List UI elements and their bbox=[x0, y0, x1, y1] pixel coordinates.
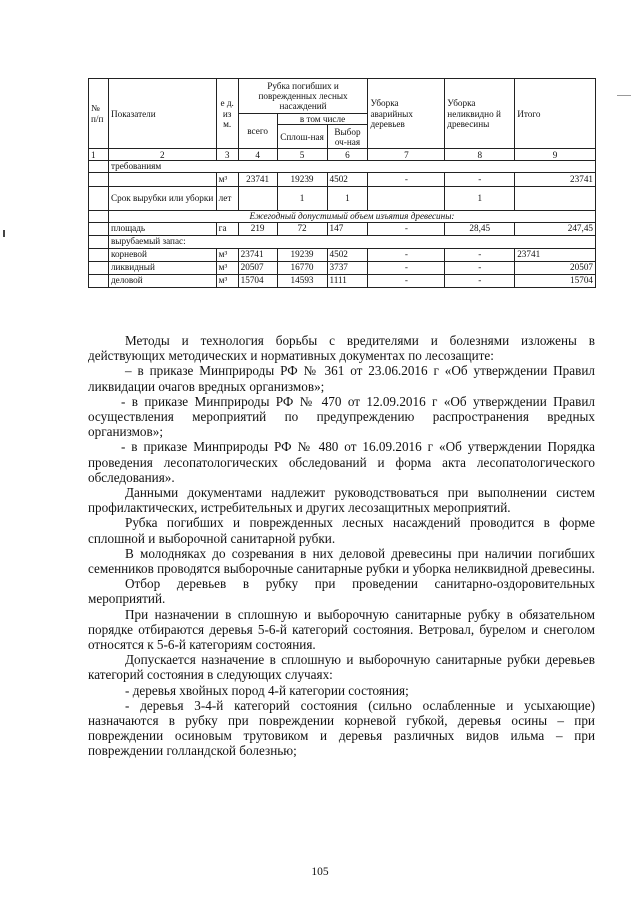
row-emergency: - bbox=[368, 222, 445, 235]
row-unit: м³ bbox=[216, 172, 238, 186]
table-row bbox=[89, 186, 596, 210]
row-selective: 1 bbox=[327, 186, 368, 210]
col-number: 4 bbox=[238, 149, 277, 161]
body-text bbox=[88, 333, 595, 759]
header-cut-group: Рубка погибших и поврежденных лесных насаждений bbox=[238, 79, 368, 114]
col-number: 6 bbox=[327, 149, 368, 161]
row-unit: м³ bbox=[216, 261, 238, 274]
row-illiquid: - bbox=[445, 274, 515, 287]
row-total: 15704 bbox=[515, 274, 596, 287]
paragraph: Отбор деревьев в рубку при проведении санитарно-оздоровительных мероприятий. bbox=[88, 576, 595, 607]
row-unit: га bbox=[216, 222, 238, 235]
header-indicator: Показатели bbox=[108, 79, 216, 149]
header-unit: е д. из м. bbox=[216, 79, 238, 149]
section-row bbox=[89, 210, 596, 222]
row-illiquid: 1 bbox=[445, 186, 515, 210]
row-selective: 3737 bbox=[327, 261, 368, 274]
header-total: Итого bbox=[515, 79, 596, 149]
row-total-cut bbox=[238, 186, 277, 210]
row-total: 247,45 bbox=[515, 222, 596, 235]
header-num: № п/п bbox=[89, 79, 109, 149]
paragraph: Данными документами надлежит руководствоваться при выполнении систем профилактических, истребительных и других лесозащитных мероприятий. bbox=[88, 485, 595, 516]
header-illiquid: Уборка неликвидно й древесины bbox=[445, 79, 515, 149]
row-emergency: - bbox=[368, 172, 445, 186]
paragraph: – в приказе Минприроды РФ № 361 от 23.06.2016 г «Об утверждении Правил ликвидации очагов вредных организмов»; bbox=[88, 363, 595, 394]
row-total-cut: 23741 bbox=[238, 248, 277, 261]
row-selective: 1111 bbox=[327, 274, 368, 287]
row-illiquid: 28,45 bbox=[445, 222, 515, 235]
row-illiquid: - bbox=[445, 261, 515, 274]
row-total-cut: 219 bbox=[238, 222, 277, 235]
paragraph: Допускается назначение в сплошную и выборочную санитарные рубки деревьев категорий состояния в следующих случаях: bbox=[88, 652, 595, 683]
row-emergency: - bbox=[368, 248, 445, 261]
row-selective: 4502 bbox=[327, 248, 368, 261]
cutting-volume-table bbox=[88, 78, 596, 288]
header-selective-cut: Выбор оч-ная bbox=[327, 125, 368, 149]
table-row bbox=[89, 235, 596, 248]
row-total-cut: 20507 bbox=[238, 261, 277, 274]
row-illiquid: - bbox=[445, 248, 515, 261]
column-number-row bbox=[89, 149, 596, 161]
row-clear: 1 bbox=[277, 186, 327, 210]
table-row bbox=[89, 161, 596, 172]
row-indicator: Срок вырубки или уборки bbox=[108, 186, 216, 210]
col-number: 7 bbox=[368, 149, 445, 161]
table-row bbox=[89, 248, 596, 261]
paragraph: В молодняках до созревания в них деловой древесины при наличии погибших семенников проводятся выборочные санитарные рубки и уборка неликвидной древесины. bbox=[88, 545, 595, 577]
row-indicator: требованиям bbox=[108, 161, 595, 172]
scan-edge-mark bbox=[3, 230, 5, 237]
section-title: Ежегодный допустимый объем изъятия древесины: bbox=[108, 210, 595, 222]
row-clear: 72 bbox=[277, 222, 327, 235]
page-number: 105 bbox=[311, 866, 329, 878]
paragraph: Рубка погибших и поврежденных лесных насаждений проводится в форме сплошной и выборочной санитарной рубки. bbox=[88, 515, 595, 546]
table-row bbox=[89, 274, 596, 287]
row-indicator: деловой bbox=[108, 274, 216, 287]
paragraph: При назначении в сплошную и выборочную санитарные рубку в обязательном порядке отбираются деревья 5-6-й категорий состояния. Ветровал, бурелом и снеголом относятся к 5-6-й категориям состояния. bbox=[88, 606, 595, 653]
scan-edge-mark bbox=[617, 95, 631, 96]
row-emergency: - bbox=[368, 274, 445, 287]
row-total: 20507 bbox=[515, 261, 596, 274]
header-emergency: Уборка аварийных деревьев bbox=[368, 79, 445, 149]
row-clear: 14593 bbox=[277, 274, 327, 287]
table-row bbox=[89, 261, 596, 274]
paragraph: - в приказе Минприроды РФ № 480 от 16.09.2016 г «Об утверждении Порядка проведения лесопатологических обследований и форма акта лесопатологического обследования». bbox=[88, 439, 595, 485]
row-total: 23741 bbox=[515, 248, 596, 261]
row-total bbox=[515, 186, 596, 210]
col-number: 3 bbox=[216, 149, 238, 161]
row-indicator: вырубаемый запас: bbox=[108, 235, 595, 248]
header-including: в том числе bbox=[277, 114, 368, 125]
row-indicator: ликвидный bbox=[108, 261, 216, 274]
row-clear: 19239 bbox=[277, 172, 327, 186]
paragraph: - деревья хвойных пород 4-й категории состояния; bbox=[125, 682, 409, 698]
table-row bbox=[89, 172, 596, 186]
row-indicator: корневой bbox=[108, 248, 216, 261]
paragraph: - в приказе Минприроды РФ № 470 от 12.09.2016 г «Об утверждении Правил осуществления мероприятий по предупреждению распространения вредных организмов»; bbox=[88, 393, 595, 440]
header-clear-cut: Сплош-ная bbox=[277, 125, 327, 149]
row-total-cut: 15704 bbox=[238, 274, 277, 287]
paragraph: Методы и технология борьбы с вредителями и болезнями изложены в действующих методических и нормативных документах по лесозащите: bbox=[88, 333, 595, 364]
row-total: 23741 bbox=[515, 172, 596, 186]
row-selective: 147 bbox=[327, 222, 368, 235]
col-number: 8 bbox=[445, 149, 515, 161]
col-number: 1 bbox=[89, 149, 109, 161]
row-unit: м³ bbox=[216, 274, 238, 287]
row-illiquid: - bbox=[445, 172, 515, 186]
row-emergency bbox=[368, 186, 445, 210]
row-selective: 4502 bbox=[327, 172, 368, 186]
col-number: 2 bbox=[108, 149, 216, 161]
col-number: 9 bbox=[515, 149, 596, 161]
paragraph: - деревья 3-4-й категорий состояния (сильно ослабленные и усыхающие) назначаются в рубку при повреждении корневой губкой, деревья осины – при повреждении осиновым трутовиком и деревья различных видов ильма – при повреждении голландской болезнью; bbox=[88, 697, 595, 759]
row-clear: 16770 bbox=[277, 261, 327, 274]
header-total-cut: всего bbox=[238, 114, 277, 149]
table-row bbox=[89, 222, 596, 235]
row-emergency: - bbox=[368, 261, 445, 274]
row-total-cut: 23741 bbox=[238, 172, 277, 186]
row-indicator: площадь bbox=[108, 222, 216, 235]
col-number: 5 bbox=[277, 149, 327, 161]
row-unit: м³ bbox=[216, 248, 238, 261]
row-clear: 19239 bbox=[277, 248, 327, 261]
row-unit: лет bbox=[216, 186, 238, 210]
